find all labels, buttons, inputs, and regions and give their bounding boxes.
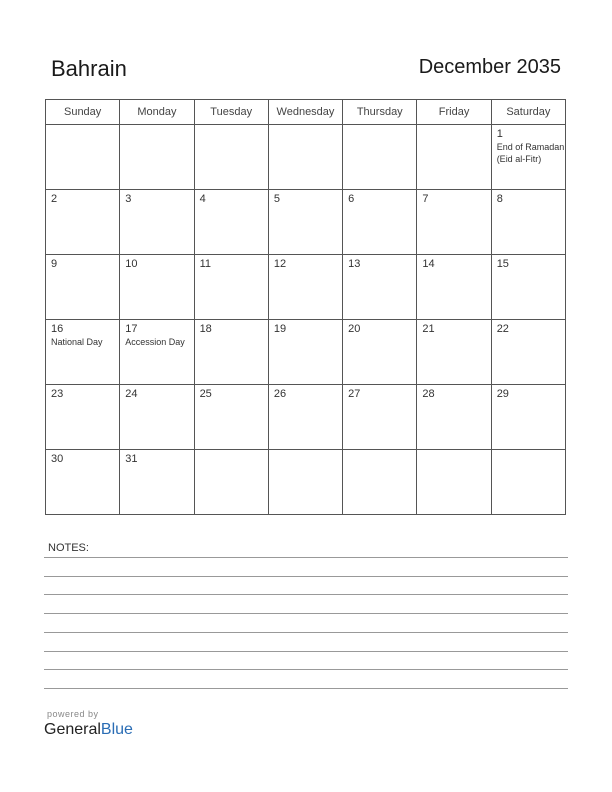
brand-blue: Blue bbox=[100, 721, 133, 738]
day-number: 24 bbox=[125, 388, 138, 400]
day-number: 29 bbox=[496, 388, 509, 400]
notes-line bbox=[44, 669, 568, 670]
powered-by-text: powered by bbox=[47, 709, 99, 719]
weekday-saturday: Saturday bbox=[491, 100, 565, 125]
brand-general: General bbox=[44, 721, 101, 738]
week-row bbox=[46, 125, 566, 190]
weekday-monday: Monday bbox=[120, 100, 194, 125]
day-number: 18 bbox=[199, 323, 212, 335]
day-cell bbox=[268, 190, 342, 255]
day-cell bbox=[417, 385, 491, 450]
day-number: 25 bbox=[199, 388, 212, 400]
day-number: 3 bbox=[125, 193, 132, 205]
week-row bbox=[46, 385, 566, 450]
day-cell bbox=[343, 190, 417, 255]
day-number: 19 bbox=[273, 323, 287, 335]
day-cell bbox=[343, 255, 417, 320]
notes-line bbox=[44, 651, 568, 652]
day-number: 21 bbox=[422, 323, 435, 335]
weekday-thursday: Thursday bbox=[343, 100, 417, 125]
day-number: 2 bbox=[51, 193, 58, 205]
day-number: 9 bbox=[51, 258, 58, 270]
holiday-label: End of Ramadan (Eid al-Fitr) bbox=[496, 142, 565, 164]
holiday-label: National Day bbox=[51, 337, 103, 347]
day-number: 15 bbox=[496, 258, 509, 270]
day-cell bbox=[491, 320, 565, 385]
notes-line bbox=[44, 632, 568, 633]
day-number: 16 bbox=[51, 323, 64, 335]
month-year-title: December 2035 bbox=[418, 56, 561, 78]
day-cell bbox=[491, 385, 565, 450]
notes-line bbox=[44, 576, 568, 577]
day-cell bbox=[343, 385, 417, 450]
day-cell bbox=[491, 125, 565, 190]
day-cell bbox=[417, 450, 491, 515]
day-cell bbox=[46, 450, 120, 515]
day-cell bbox=[46, 385, 120, 450]
day-number: 5 bbox=[273, 193, 280, 205]
brand-logo[interactable] bbox=[44, 721, 133, 739]
day-cell bbox=[194, 385, 268, 450]
day-cell bbox=[194, 255, 268, 320]
day-cell bbox=[194, 125, 268, 190]
weekday-sunday: Sunday bbox=[46, 100, 120, 125]
day-number: 23 bbox=[51, 388, 64, 400]
day-cell bbox=[417, 255, 491, 320]
day-number: 12 bbox=[273, 258, 287, 270]
day-number: 30 bbox=[51, 453, 64, 465]
week-row bbox=[46, 190, 566, 255]
day-cell bbox=[268, 320, 342, 385]
day-cell bbox=[46, 125, 120, 190]
day-cell bbox=[46, 190, 120, 255]
day-number: 28 bbox=[422, 388, 435, 400]
holiday-label: Accession Day bbox=[125, 337, 185, 347]
day-number: 8 bbox=[496, 193, 503, 205]
day-cell bbox=[194, 190, 268, 255]
day-cell bbox=[46, 320, 120, 385]
day-cell bbox=[491, 190, 565, 255]
day-cell bbox=[417, 125, 491, 190]
day-cell bbox=[268, 450, 342, 515]
day-number: 4 bbox=[199, 193, 206, 205]
day-number: 14 bbox=[422, 258, 435, 270]
day-number: 11 bbox=[199, 258, 211, 270]
day-cell bbox=[120, 125, 194, 190]
country-title: Bahrain bbox=[51, 56, 127, 81]
day-number: 13 bbox=[348, 258, 361, 270]
day-cell bbox=[120, 385, 194, 450]
weekday-tuesday: Tuesday bbox=[194, 100, 268, 125]
day-number: 7 bbox=[422, 193, 429, 205]
day-cell bbox=[417, 320, 491, 385]
day-number: 22 bbox=[496, 323, 509, 335]
day-cell bbox=[194, 450, 268, 515]
calendar-grid bbox=[45, 99, 566, 515]
day-number: 1 bbox=[496, 128, 503, 140]
week-row bbox=[46, 450, 566, 515]
day-cell bbox=[343, 125, 417, 190]
day-cell bbox=[194, 320, 268, 385]
week-row bbox=[46, 255, 566, 320]
day-cell bbox=[491, 255, 565, 320]
weekday-header-row bbox=[46, 100, 566, 125]
day-cell bbox=[120, 255, 194, 320]
day-cell bbox=[268, 125, 342, 190]
day-cell bbox=[343, 320, 417, 385]
day-cell bbox=[268, 255, 342, 320]
notes-line bbox=[44, 557, 568, 558]
calendar-body bbox=[46, 125, 566, 515]
day-cell bbox=[120, 450, 194, 515]
day-cell bbox=[268, 385, 342, 450]
week-row bbox=[46, 320, 566, 385]
day-cell bbox=[343, 450, 417, 515]
notes-line bbox=[44, 688, 568, 689]
day-number: 31 bbox=[125, 453, 138, 465]
day-cell bbox=[120, 190, 194, 255]
day-cell bbox=[120, 320, 194, 385]
day-cell bbox=[491, 450, 565, 515]
notes-label: NOTES: bbox=[48, 542, 89, 554]
day-number: 6 bbox=[348, 193, 355, 205]
weekday-friday: Friday bbox=[417, 100, 491, 125]
day-cell bbox=[417, 190, 491, 255]
day-number: 26 bbox=[273, 388, 287, 400]
day-cell bbox=[46, 255, 120, 320]
notes-line bbox=[44, 594, 568, 595]
weekday-wednesday: Wednesday bbox=[268, 100, 342, 125]
notes-line bbox=[44, 613, 568, 614]
day-number: 27 bbox=[348, 388, 361, 400]
day-number: 10 bbox=[125, 258, 138, 270]
day-number: 20 bbox=[348, 323, 361, 335]
day-number: 17 bbox=[125, 323, 138, 335]
